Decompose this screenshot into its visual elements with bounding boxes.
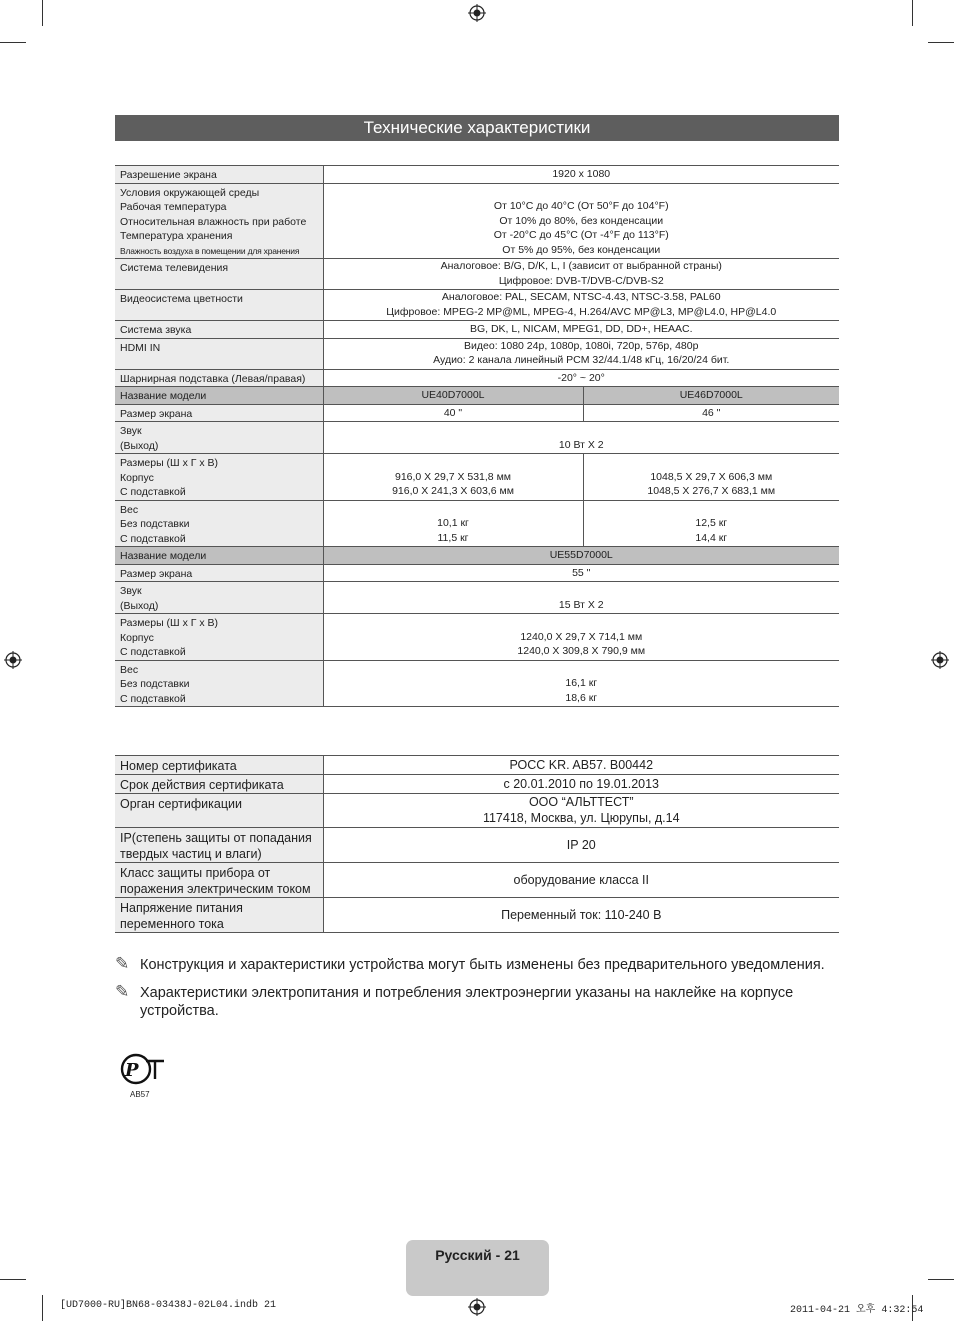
spec-value: 46 ": [583, 404, 839, 422]
spec-value: РОСС KR. AB57. B00442: [323, 756, 839, 775]
spec-row: [115, 898, 839, 933]
spec-label: Разрешение экрана: [115, 166, 323, 184]
spec-label: Напряжение питания переменного тока: [115, 898, 323, 933]
spec-value: с 20.01.2010 по 19.01.2013: [323, 775, 839, 794]
spec-value: UE55D7000L: [323, 547, 839, 565]
spec-row: [115, 756, 839, 775]
spec-label: Размеры (Ш x Г x В) Корпус С подставкой: [115, 614, 323, 661]
page-number: Русский - 21: [435, 1247, 520, 1263]
page-title: Технические характеристики: [115, 115, 839, 141]
spec-row: [115, 582, 839, 614]
registration-mark-icon: [468, 4, 486, 22]
notes: [115, 956, 839, 1030]
spec-label: Вес Без подставки С подставкой: [115, 660, 323, 707]
spec-value: 1048,5 X 29,7 X 606,3 мм 1048,5 X 276,7 X 683,1 мм: [583, 454, 839, 501]
pencil-note-icon: ✎: [115, 954, 130, 973]
spec-row: [115, 828, 839, 863]
spec-label: IP(степень защиты от попадания твердых частиц и влаги): [115, 828, 323, 863]
spec-label: Номер сертификата: [115, 756, 323, 775]
spec-value: 16,1 кг 18,6 кг: [323, 660, 839, 707]
spec-row: [115, 794, 839, 828]
spec-value: BG, DK, L, NICAM, MPEG1, DD, DD+, HEAAC.: [323, 321, 839, 339]
spec-label: Название модели: [115, 387, 323, 405]
spec-row: [115, 614, 839, 661]
spec-label: Вес Без подставки С подставкой: [115, 500, 323, 547]
svg-text:P: P: [125, 1060, 139, 1081]
crop-mark: [42, 1295, 43, 1321]
spec-value: Аналоговое: PAL, SECAM, NTSC-4.43, NTSC-3.58, PAL60 Цифровое: MPEG-2 MP@ML, MPEG-4, H.264/AVC MP@L3, MP@L4.0, HP@L4.0: [323, 290, 839, 321]
specifications-table: [115, 165, 839, 707]
spec-value: 15 Вт X 2: [323, 582, 839, 614]
spec-row: [115, 775, 839, 794]
logo-caption: AB57: [130, 1090, 150, 1099]
page-number-tab: [406, 1240, 549, 1296]
registration-mark-icon: [468, 1298, 486, 1316]
spec-label: Звук (Выход): [115, 582, 323, 614]
spec-label: Название модели: [115, 547, 323, 565]
pencil-note-icon: ✎: [115, 981, 130, 1001]
note-text: Характеристики электропитания и потребления электроэнергии указаны на наклейке на корпусе устройства.: [140, 984, 794, 1019]
spec-value: Видео: 1080 24p, 1080p, 1080i, 720p, 576p, 480p Аудио: 2 канала линейный PCM 32/44.1/48 кГц, 16/20/24 бит.: [323, 338, 839, 369]
spec-row: [115, 338, 839, 369]
spec-row: [115, 183, 839, 259]
pct-certification-logo: [118, 1052, 166, 1088]
crop-mark: [0, 1279, 26, 1280]
spec-label: Класс защиты прибора от поражения электрическим током: [115, 863, 323, 898]
crop-mark: [42, 0, 43, 26]
spec-value: UE40D7000L: [323, 387, 583, 405]
spec-value: UE46D7000L: [583, 387, 839, 405]
model-row: [115, 547, 839, 565]
crop-mark: [928, 1279, 954, 1280]
spec-row: [115, 422, 839, 454]
spec-value: 1240,0 X 29,7 X 714,1 мм 1240,0 X 309,8 X 790,9 мм: [323, 614, 839, 661]
spec-label: Шарнирная подставка (Левая/правая): [115, 369, 323, 387]
spec-value: 10,1 кг 11,5 кг: [323, 500, 583, 547]
certification-table: [115, 755, 839, 933]
spec-row: [115, 660, 839, 707]
crop-mark: [912, 0, 913, 26]
footer-file-info: [UD7000-RU]BN68-03438J-02L04.indb 21: [60, 1300, 277, 1311]
crop-mark: [0, 42, 26, 43]
registration-mark-icon: [931, 651, 949, 669]
spec-row: [115, 863, 839, 898]
note-item: [115, 981, 839, 1021]
spec-value: IP 20: [323, 828, 839, 863]
spec-row: [115, 404, 839, 422]
model-row: [115, 387, 839, 405]
spec-row: [115, 321, 839, 339]
spec-value: Аналоговое: B/G, D/K, L, I (зависит от выбранной страны) Цифровое: DVB-T/DVB-C/DVB-S2: [323, 259, 839, 290]
spec-value: 12,5 кг 14,4 кг: [583, 500, 839, 547]
note-item: [115, 956, 839, 975]
spec-label: Размеры (Ш x Г x В) Корпус С подставкой: [115, 454, 323, 501]
spec-label: Размер экрана: [115, 404, 323, 422]
spec-label: Система звука: [115, 321, 323, 339]
spec-row: [115, 166, 839, 184]
spec-value: 1920 x 1080: [323, 166, 839, 184]
spec-row: [115, 564, 839, 582]
spec-value: 40 ": [323, 404, 583, 422]
spec-value: ООО “АЛЬТТЕСТ” 117418, Москва, ул. Цюрупы, д.14: [323, 794, 839, 828]
spec-value: Переменный ток: 110-240 В: [323, 898, 839, 933]
spec-row: [115, 454, 839, 501]
spec-value: -20° ~ 20°: [323, 369, 839, 387]
spec-value: оборудование класса II: [323, 863, 839, 898]
footer-timestamp: 2011-04-21 오후 4:32:54: [790, 1305, 924, 1316]
spec-label: Размер экрана: [115, 564, 323, 582]
registration-mark-icon: [4, 651, 22, 669]
spec-row: [115, 369, 839, 387]
spec-value: 916,0 X 29,7 X 531,8 мм 916,0 X 241,3 X 603,6 мм: [323, 454, 583, 501]
spec-label: Срок действия сертификата: [115, 775, 323, 794]
crop-mark: [928, 42, 954, 43]
note-text: Конструкция и характеристики устройства могут быть изменены без предварительного уведомления.: [140, 957, 825, 973]
spec-row: [115, 259, 839, 290]
spec-row: [115, 500, 839, 547]
spec-row: [115, 290, 839, 321]
spec-label: Система телевидения: [115, 259, 323, 290]
spec-label: Условия окружающей среды Рабочая температура Относительная влажность при работе Температура хранения Влажность воздуха в помещении для хранения: [115, 183, 323, 259]
spec-label: HDMI IN: [115, 338, 323, 369]
spec-value: 10 Вт X 2: [323, 422, 839, 454]
spec-label: Звук (Выход): [115, 422, 323, 454]
spec-label: Орган сертификации: [115, 794, 323, 828]
spec-value: 55 ": [323, 564, 839, 582]
spec-label: Видеосистема цветности: [115, 290, 323, 321]
spec-value: От 10°C до 40°C (От 50°F до 104°F) От 10% до 80%, без конденсации От -20°C до 45°C (От -4°F до 113°F) От 5% до 95%, без конденсации: [323, 183, 839, 259]
